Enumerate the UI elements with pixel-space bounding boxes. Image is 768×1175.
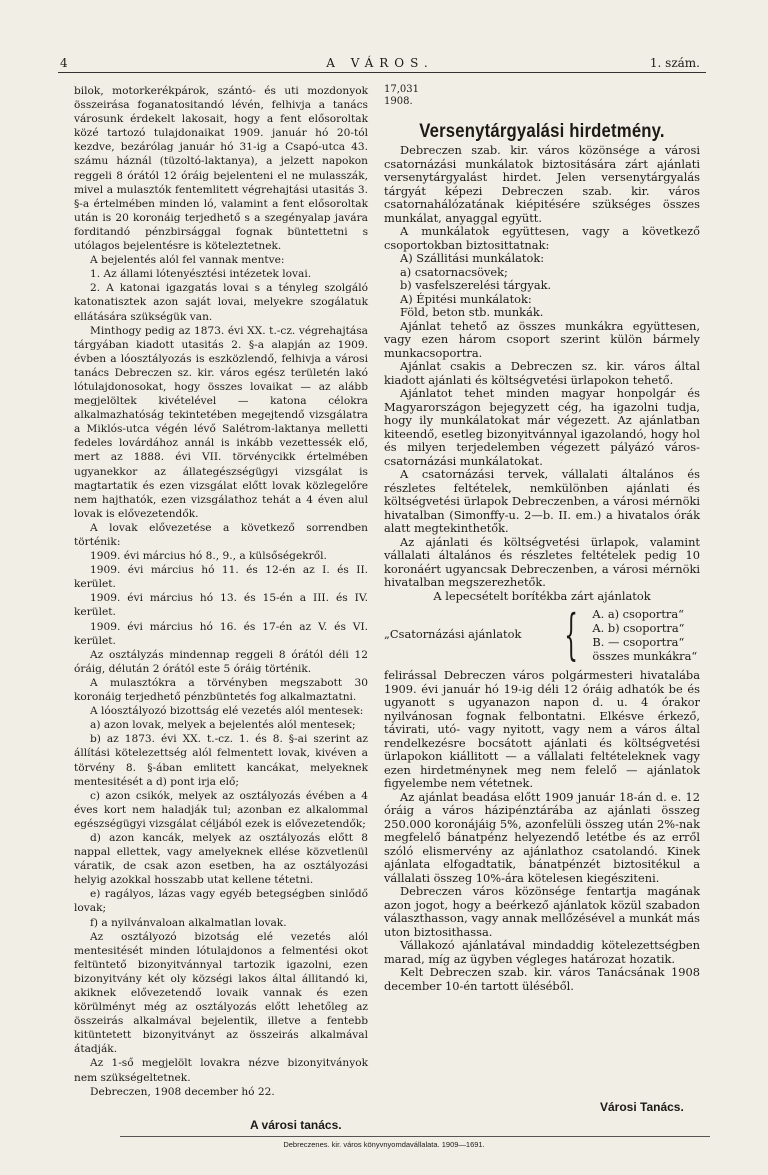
paragraph: Az osztályzás mindennap reggeli 8 órától déli 12 óráig, délután 2 órától este 5 óráig történik. [74, 648, 368, 675]
paragraph: Az ajánlat beadása előtt 1909 január 18-án d. e. 12 óráig a város házipénztárába az ajánlati összeg 250.000 koronájáig 5%, azonfelüli összeg után 2%-nak megfelelő bánatpénz helyezendő letétbe és az erről szóló elismervény az ajánlathoz csatolandó. Kinek ajánlata elfogadtatik, bánatpénzét biztositékul a vállalati összeg 10%-ára kötelesen kiegésziteni. [384, 789, 700, 885]
paragraph: Debreczen, 1908 december hó 22. [90, 1085, 275, 1098]
paragraph: Az ajánlati és költségvetési ürlapok, valamint vállalati általános és részletes feltételek pedig 10 koronáért ugyancsak Debreczenben, a városi mérnöki hivatalban megszerezhetők. [384, 534, 700, 589]
paragraph: 2. A katonai igazgatás lovai s a tényleg szolgáló katonatisztek azon saját lovai, melyekre szogálatuk ellátására szükségük van. [74, 282, 368, 323]
reference-number: 17,031 1908. [384, 84, 419, 107]
announcement-body [384, 144, 700, 603]
paragraph: e) ragályos, lázas vagy egyéb betegségben sinlődő lovak; [74, 888, 368, 915]
ad-title: Versenytárgyalási hirdetmény. [419, 121, 665, 142]
paragraph: 1909. évi március hó 8., 9., a külsőségekről. [90, 550, 327, 563]
right-column [384, 84, 700, 993]
paragraph: A csatornázási tervek, vállalati általános és részletes feltételek, nemkülönben ajánlati és költségvetési ürlapok Debreczenben, a városi mérnöki hivatalban (Simonffy-u. 2—b. II. em.) a hivatalos órák alatt megtekinthetők. [384, 467, 700, 535]
paragraph: c) azon csikók, melyek az osztályozás évében a 4 éves kort nem haladják tul; azonban ez alkalommal egészségügyi vizsgálat céljából ezek is elővezetendők; [74, 789, 368, 830]
paragraph: bilok, motorkerékpárok, szántó- és uti mozdonyok összeirása foganatositandó lévén, felhivja a tanács városunk érdekelt lakosait, hogy a fent elősoroltak közé tartozó tulajdonaikat 1909. január hó 20-tól kezdve, bezárólag január hó 31-ig a Csapó-utca 43. számu háznál (tüzoltó-laktanya), a jelzett napokon reggeli 8 órától 12 óráig bejelenteni el ne mulasszák, mivel a mulasztók fentemlitett végrehajtási utasitás 3. §-a értelmében minden ló, valamint a fent elősoroltak után is 20 koronáig terjedhető s a szegényalap javára forditandó pénzbirsággal fognak büntettetni s utólagos bejelentésre is köteleztetnek. [74, 85, 368, 253]
paragraph: b) vasfelszerelési tárgyak. [400, 278, 552, 292]
paragraph: Az 1-ső megjelölt lovakra nézve bizonyitványok nem szükségeltetnek. [74, 1057, 368, 1084]
paragraph: Debreczen város közönsége fentartja magának azon jogot, hogy a beérkező ajánlatok közül szabadon választhasson, vagy annak mellőzésével a munkát más uton biztosithassa. [384, 884, 700, 939]
paragraph: A munkálatok együttesen, vagy a következő csoportokban biztosittatnak: [384, 224, 700, 252]
paragraph: Debreczen szab. kir. város közönsége a városi csatornázási munkálatok biztositására zárt ajánlati versenytárgyalást hirdet. Jelen versenytárgyalás tárgyát képezi Debreczen szab. kir. város csatornahálózatának kiépitésére szükséges összes munkálat, anyaggal együtt. [384, 143, 700, 225]
announcement-body-continued [384, 669, 700, 993]
paragraph: 1909. évi március hó 16. és 17-én az V. és VI. kerület. [74, 620, 368, 647]
page-number: 4 [60, 56, 68, 70]
paragraph: b) az 1873. évi XX. t.-cz. 1. és 8. §-ai szerint az állítási kötelezettség alól felmentett lovak, kivéven a törvény 8. §-ában emlitett kancákat, melyeknek mentesitését a d) pont irja elő; [74, 733, 368, 788]
paragraph: A bejelentés alól fel vannak mentve: [90, 254, 285, 267]
paragraph: 1909. évi március hó 11. és 12-én az I. és II. kerület. [74, 564, 368, 591]
paragraph: A lóosztályozó bizottság elé vezetés alól mentesek: [90, 705, 364, 718]
paragraph: f) a nyilvánvaloan alkalmatlan lovak. [90, 916, 287, 929]
paragraph: felirással Debreczen város polgármesteri hivatalába 1909. évi január hó 19-ig déli 12 óráig adhatók be és ugyanott s ugyanazon napon d. u. 4 órakor nyilvánosan fognak felbontatni. Elkésve érkező, távirati, utó- vagy nyitott, vagy nem a város által rendelkezésre bocsátott ajánlati és költségvetési ürlapokon kiállitott — a vállalati feltételeknek vagy ezen hirdetménynek meg nem felelő — ajánlatok figyelembe nem vétetnek. [384, 668, 700, 790]
paragraph: 1909. évi március hó 13. és 15-én a III. és IV. kerület. [74, 592, 368, 619]
paragraph: d) azon kancák, melyek az osztályozás előtt 8 nappal ellettek, vagy amelyeknek ellése közvetlenül váratik, de csak azon esetben, ha az osztályozási helyig azokkal hosszabb utat kellene tétetni. [74, 831, 368, 887]
paragraph: A) Szállitási munkálatok: [400, 251, 545, 265]
envelope-options [592, 607, 697, 663]
paragraph: Az osztályozó bizotság elé vezetés alól mentesitését minden lótulajdonos a felmentési okot feltüntető bizonyitvánnyal tartozik igazolni, ezen bizonyitvány két oly községi lakos által állitandó ki, akiknek elővezetendő lovaik vannak és ezen körülményt még az osztályozás előtt lehetőleg az összeirás alkalmával bejelentik, illetve a fentebb kitüntetett bizonyitványt az összeirás alkalmával átadják. [74, 930, 368, 1056]
header-rule [58, 72, 706, 73]
footer-rule [120, 1136, 710, 1137]
paragraph: Minthogy pedig az 1873. évi XX. t.-cz. végrehajtása tárgyában kiadott utasitás 2. §-a alapján az 1909. évben a lóosztályozás is eszközlendő, felhivja a városi tanács Debreczen sz. kir. város egész területén lakó lótulajdonosokat, hogy összes lovaikat — az alább megjelöltek kivételével — katona célokra alkalmazhatóság tekintetében megejtendő vizsgálatra a Miklós-utca végén lévő Salétrom-laktanya melletti fedeles lovárdához annál is inkább vezettessék elő, mert az 1888. évi VII. törvénycikk értelmében ugyanekkor az állategészségügyi vizsgálat is magtartatik és ezen vizsgálat előtt lovak közlegelőre nem hajthatók, ezen vizsgálathoz tehát a 4 éven alul lovak is elővezetendők. [74, 324, 368, 520]
paragraph: Föld, beton stb. munkák. [400, 305, 544, 319]
paragraph: Vállakozó ajánlatával mindaddig kötelezettségben marad, míg az ügyben végleges határozat hozatik. [384, 938, 700, 966]
envelope-option: A. b) csoportra“ [592, 621, 685, 635]
paragraph: a) azon lovak, melyek a bejelentés alól mentesek; [90, 719, 356, 732]
left-signature: A városi tanács. [250, 1118, 342, 1132]
brace-glyph: { [564, 603, 579, 666]
paragraph: Kelt Debreczen szab. kir. város Tanácsának 1908 december 10-én tartott üléséből. [384, 965, 700, 993]
envelope-label: „Csatornázási ajánlatok [384, 627, 522, 642]
envelope-labels [384, 603, 700, 666]
right-signature: Városi Tanács. [600, 1100, 684, 1114]
paragraph: Ajánlat tehető az összes munkákra együttesen, vagy ezen három csoport szerint külön bármely munkacsoportra. [384, 318, 700, 360]
paragraph: A mulasztókra a törvényben megszabott 30 koronáig terjedhető pénzbüntetés fog alkalmaztatni. [74, 676, 368, 704]
printer-imprint: Debreczenes. kir. város könyvnyomdavállalata. 1909—1691. [283, 1140, 485, 1149]
paragraph: A lepecsételt borítékba zárt ajánlatok [433, 588, 651, 603]
paragraph: a) csatornacsövek; [400, 264, 508, 279]
left-column [74, 84, 368, 1099]
newspaper-title: A VÁROS. [326, 56, 434, 70]
envelope-option: A. a) csoportra“ [592, 607, 684, 621]
paragraph: A lovak elővezetése a következő sorrendben történik: [74, 521, 368, 548]
envelope-option: összes munkákra“ [592, 649, 698, 663]
paragraph: Ajánlat csakis a Debreczen sz. kir. város által kiadott ajánlati és költségvetési ürlapokon tehető. [384, 359, 700, 387]
paragraph: A) Épitési munkálatok: [400, 291, 532, 306]
envelope-option: B. — csoportra“ [592, 635, 685, 649]
issue-number: 1. szám. [649, 56, 700, 70]
paragraph: Ajánlatot tehet minden magyar honpolgár és Magyarországon bejegyzett cég, ha igazolni tudja, hogy ily munkálatokat már végezett. Az ajánlatban kiteendő, esetleg bizonyitvánnyal igazolandó, hogy hol és milyen terjedelemben végezett pályázó város-csatornázási munkálatokat. [384, 386, 700, 468]
paragraph: 1. Az állami lótenyésztési intézetek lovai. [90, 268, 312, 281]
